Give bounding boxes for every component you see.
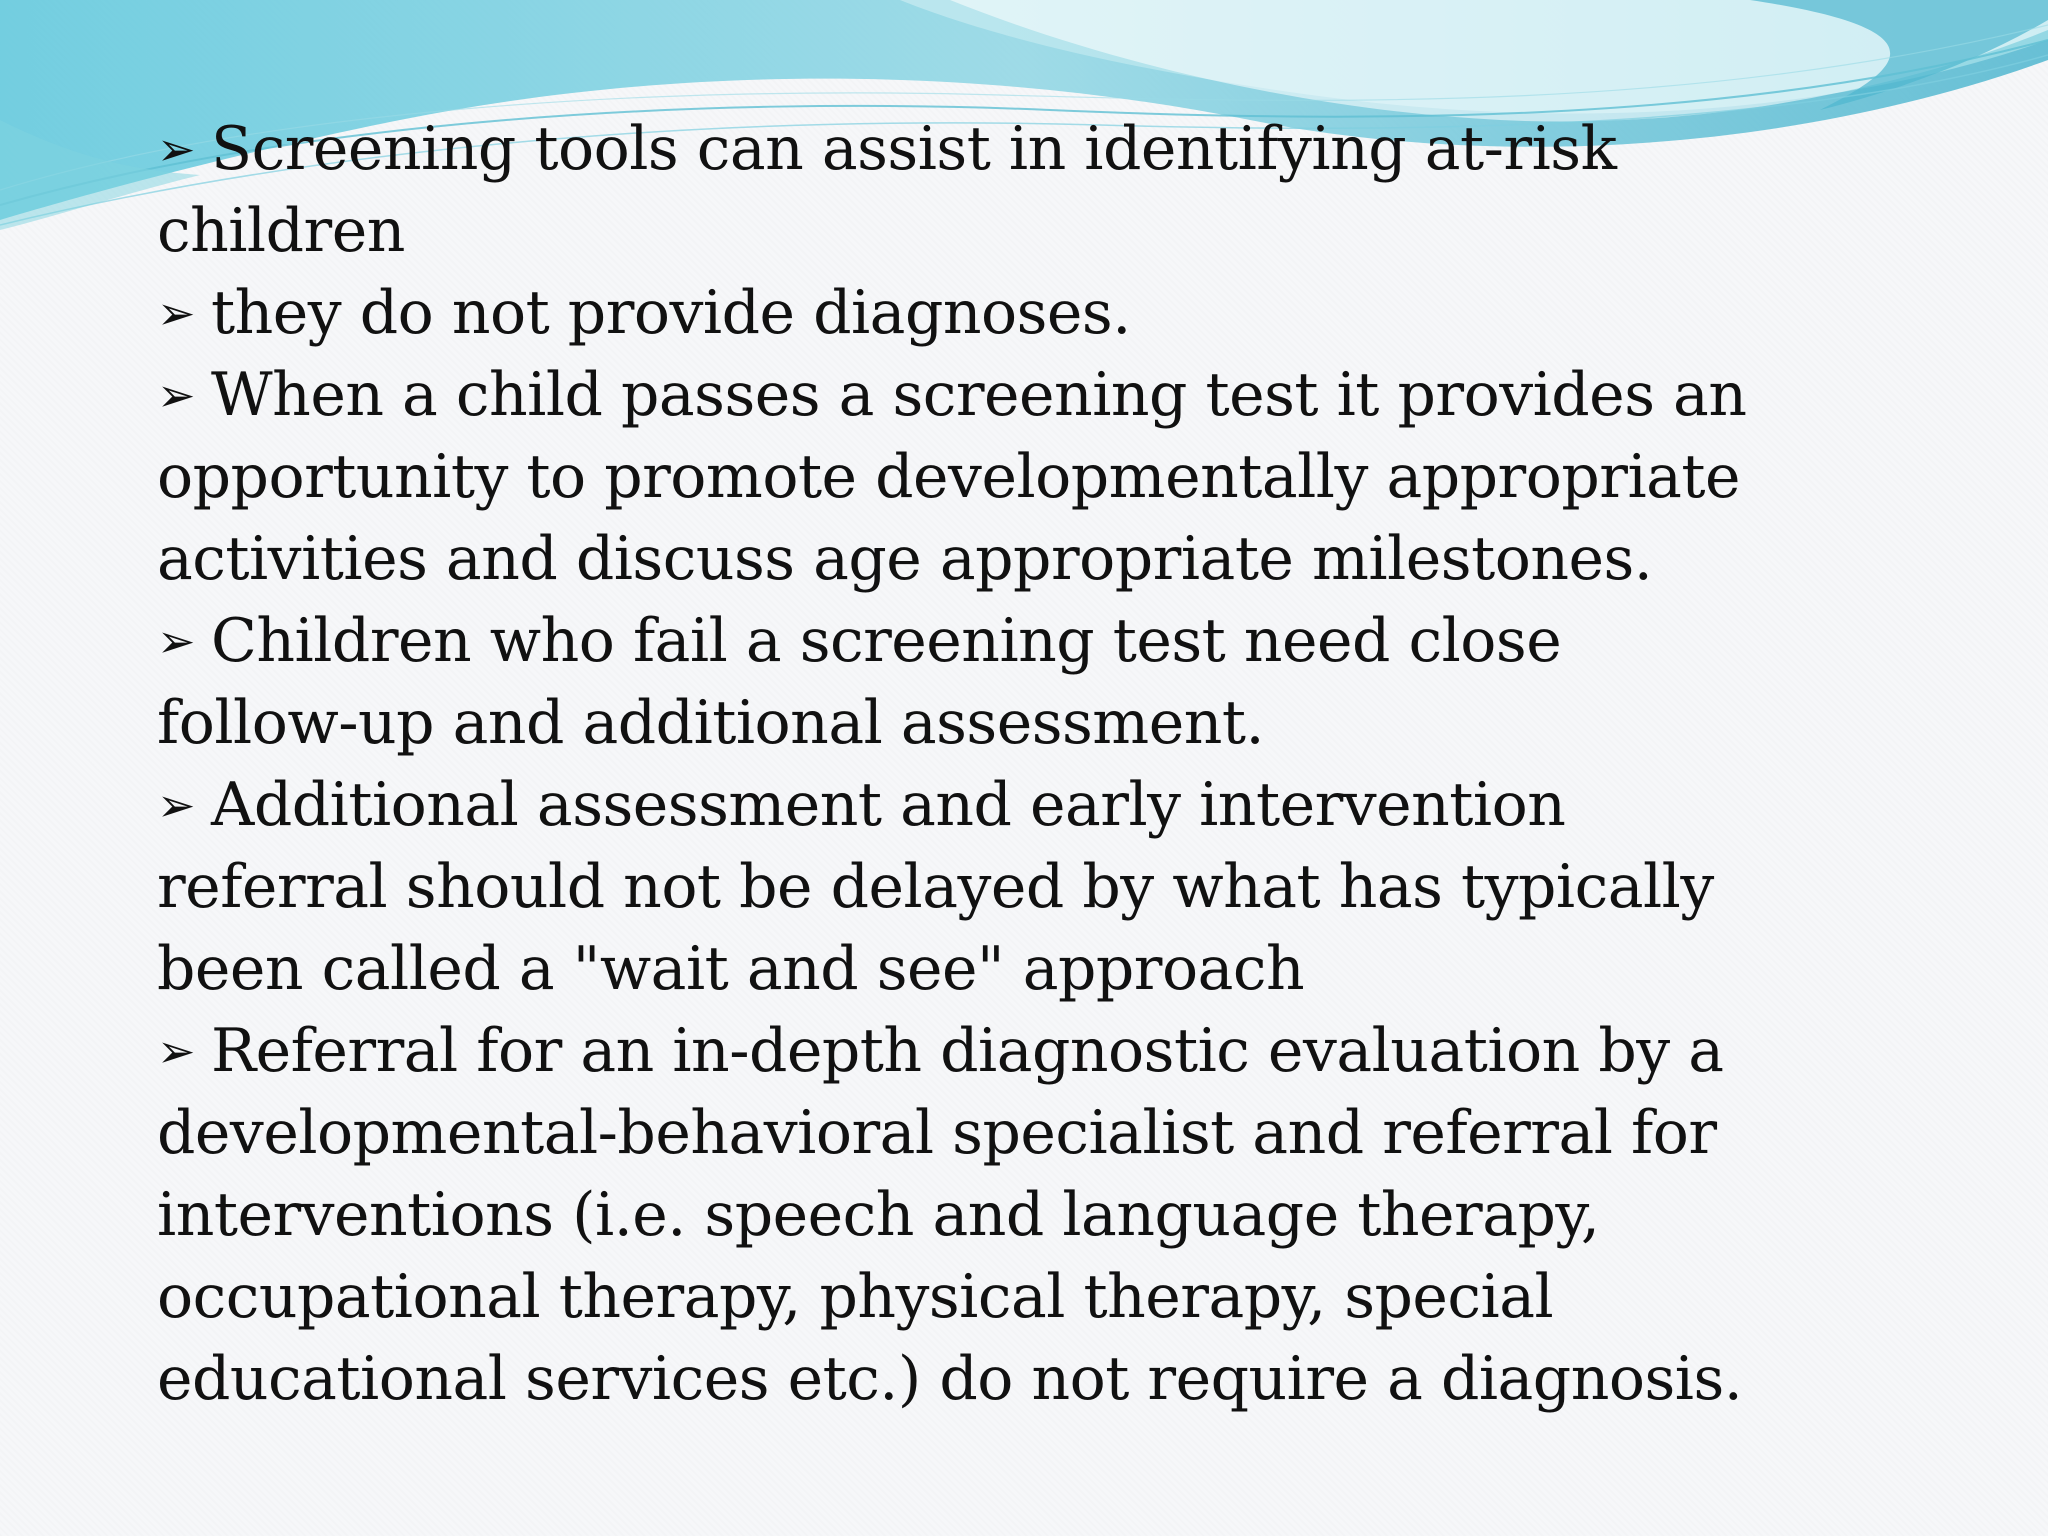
bullet-text: Referral for an in-depth diagnostic evaluation by a developmental-behavioral specialist and referral for interventions (i.e. speech and language therapy, occupational therapy, physical therapy, special educational services etc.) do not require a diagnosis. [157, 1016, 1743, 1414]
bullet-item [157, 600, 1777, 764]
bullet-text: When a child passes a screening test it provides an opportunity to promote developmentally appropriate activities and discuss age appropriate milestones. [157, 360, 1747, 594]
arrowhead-bullet-icon: ➢ [157, 778, 196, 832]
bullet-item [157, 1010, 1777, 1420]
arrowhead-bullet-icon: ➢ [157, 286, 196, 340]
bullet-text: Screening tools can assist in identifying at-risk children [157, 114, 1617, 266]
arrowhead-bullet-icon: ➢ [157, 1024, 196, 1078]
bullet-list [157, 108, 1777, 1420]
bullet-item [157, 272, 1777, 354]
bullet-text: they do not provide diagnoses. [211, 278, 1131, 348]
bullet-item [157, 764, 1777, 1010]
bullet-item [157, 354, 1777, 600]
bullet-item [157, 108, 1777, 272]
bullet-text: Additional assessment and early intervention referral should not be delayed by what has typically been called a "wait and see" approach [157, 770, 1714, 1004]
arrowhead-bullet-icon: ➢ [157, 614, 196, 668]
arrowhead-bullet-icon: ➢ [157, 122, 196, 176]
arrowhead-bullet-icon: ➢ [157, 368, 196, 422]
bullet-text: Children who fail a screening test need close follow-up and additional assessment. [157, 606, 1562, 758]
